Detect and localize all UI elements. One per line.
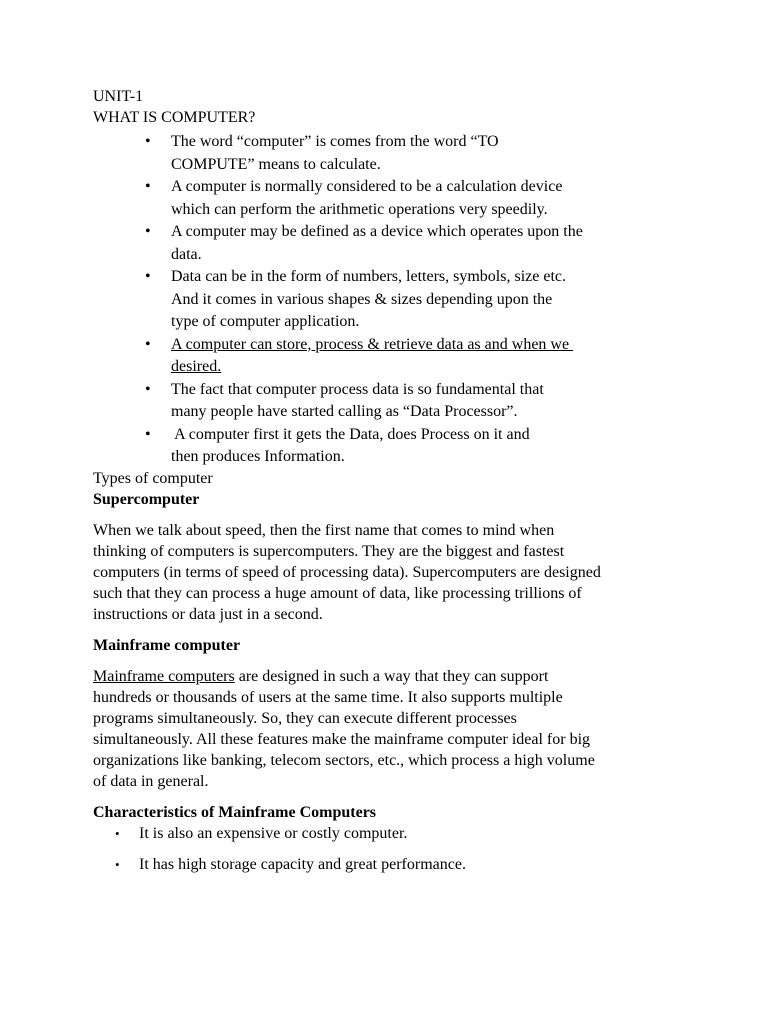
list-item-text: It has high storage capacity and great performance. [139,855,466,873]
bullet-icon: • [145,335,151,353]
definition-bullet-list [93,131,683,469]
characteristics-list [93,823,683,875]
supercomputer-heading: Supercomputer [93,490,200,508]
list-item [93,334,683,379]
underlined-text: A computer can store, process & retrieve data as and when we [171,335,574,353]
list-item-line: many people have started calling as “Data Processor”. [171,403,518,420]
bullet-icon: • [145,268,151,285]
list-item [93,266,683,334]
list-item [93,823,683,844]
list-item-line: which can perform the arithmetic operations very speedily. [171,200,548,218]
bullet-icon: • [145,223,151,240]
paragraph-line: organizations like banking, telecom sectors, etc., which process a high volume [93,751,595,769]
list-item-line: Data can be in the form of numbers, letters, symbols, size etc. [171,268,566,285]
list-item [93,424,683,469]
paragraph-line: When we talk about speed, then the first name that comes to mind when [93,521,555,539]
paragraph-text: are designed in such a way that they can support [234,667,549,685]
bullet-icon: • [145,380,151,398]
paragraph-line: of data in general. [93,772,209,790]
list-item [93,221,683,266]
mainframe-heading: Mainframe computer [93,636,241,654]
types-label: Types of computer [93,469,213,487]
list-item-line: The word “computer” is comes from the word “TO [171,133,499,150]
list-item-line: data. [171,245,202,263]
bullet-icon: • [145,178,151,195]
paragraph-line [93,666,683,687]
list-item-line: then produces Information. [171,448,345,465]
section-title: WHAT IS COMPUTER? [93,109,256,126]
bullet-icon: • [145,425,151,443]
list-item-line: The fact that computer process data is so fundamental that [171,380,544,398]
list-item [93,131,683,176]
underlined-text: desired. [171,358,222,375]
paragraph-line: thinking of computers is supercomputers. They are the biggest and fastest [93,542,565,560]
document-page [93,87,683,875]
list-item-line: A computer may be defined as a device which operates upon the [171,223,583,240]
paragraph-line: programs simultaneously. So, they can execute different processes [93,709,517,727]
list-item-line: COMPUTE” means to calculate. [171,155,381,173]
characteristics-heading: Characteristics of Mainframe Computers [93,803,377,821]
mainframe-paragraph [93,666,683,792]
paragraph-line: simultaneously. All these features make the mainframe computer ideal for big [93,730,591,748]
paragraph-line: instructions or data just in a second. [93,605,323,623]
list-item [93,176,683,221]
bullet-icon: • [145,133,151,150]
list-item-text: It is also an expensive or costly computer. [139,824,408,842]
paragraph-line: such that they can process a huge amount of data, like processing trillions of [93,584,582,602]
list-item-line: A computer first it gets the Data, does Process on it and [171,425,530,443]
supercomputer-paragraph [93,520,683,625]
list-item [93,379,683,424]
list-item-line: A computer is normally considered to be a calculation device [171,178,563,195]
bullet-icon: • [115,825,120,841]
list-item-line: And it comes in various shapes & sizes depending upon the [171,290,553,308]
paragraph-line: computers (in terms of speed of processing data). Supercomputers are designed [93,563,601,581]
bullet-icon: • [115,856,120,872]
mainframe-computers-link[interactable]: Mainframe computers [93,667,235,685]
unit-label: UNIT-1 [93,88,144,105]
list-item [93,854,683,875]
list-item-line: type of computer application. [171,313,360,330]
paragraph-line: hundreds or thousands of users at the same time. It also supports multiple [93,688,563,706]
